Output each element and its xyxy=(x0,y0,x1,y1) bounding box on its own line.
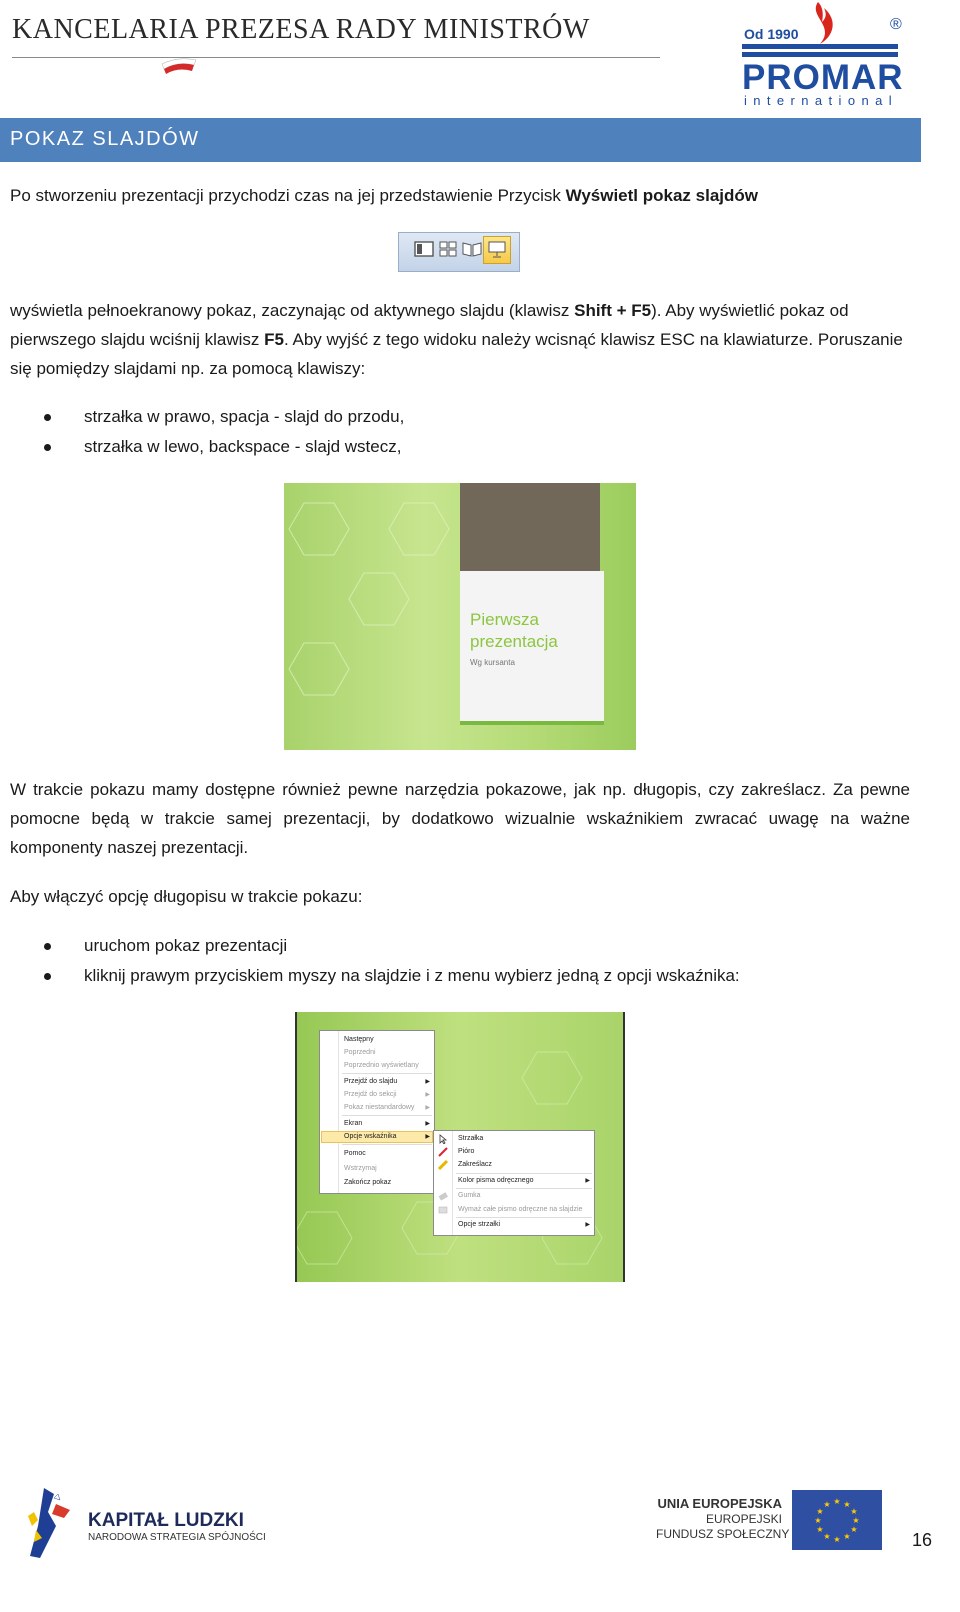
svg-text:★: ★ xyxy=(814,1516,822,1525)
submenu-arrow-icon: ▶ xyxy=(585,1178,590,1184)
pointer-submenu xyxy=(433,1130,595,1236)
svg-text:★: ★ xyxy=(823,1500,831,1509)
menu-item-end-show[interactable]: Zakończ pokaz xyxy=(344,1179,392,1186)
svg-text:★: ★ xyxy=(850,1507,858,1516)
shortcut-shift-f5: Shift + F5 xyxy=(574,301,652,320)
submenu-item-arrow-options[interactable]: Opcje strzałki xyxy=(458,1221,501,1228)
svg-text:★: ★ xyxy=(816,1525,824,1534)
para1-text-2: ). Aby wyświetlić pokaz od pierwszego slajdu wciśnij klawisz xyxy=(10,301,849,349)
svg-text:★: ★ xyxy=(823,1532,831,1541)
slide-top-panel xyxy=(460,483,600,571)
menu-item-custom-show[interactable]: Pokaz niestandardowy xyxy=(344,1104,415,1111)
para1-text-3: . Aby wyjść z tego widoku należy wcisnąć klawisz ESC na klawiaturze. Poruszanie się pomiędzy slajdami np. za pomocą klawiszy: xyxy=(10,330,903,378)
ue-line-3: FUNDUSZ SPOŁECZNY xyxy=(656,1527,790,1541)
menu-item-help[interactable]: Pomoc xyxy=(344,1150,366,1157)
eu-flag-icon xyxy=(792,1490,882,1550)
menu-item-pause[interactable]: Wstrzymaj xyxy=(344,1165,377,1172)
svg-text:★: ★ xyxy=(833,1497,841,1506)
submenu-arrow-icon: ▶ xyxy=(425,1079,430,1085)
submenu-item-ink-color[interactable]: Kolor pisma odręcznego xyxy=(458,1177,534,1184)
registered-mark: ® xyxy=(890,16,902,33)
para1-text-1: wyświetla pełnoekranowy pokaz, zaczynając od aktywnego slajdu (klawisz xyxy=(10,301,575,320)
promar-sub: international xyxy=(744,93,899,108)
submenu-item-highlighter[interactable]: Zakreślacz xyxy=(458,1161,492,1168)
ue-line-1: UNIA EUROPEJSKA xyxy=(657,1496,782,1511)
pen-steps-list xyxy=(44,931,924,991)
menu-gutter xyxy=(338,1031,339,1193)
list-item: strzałka w lewo, backspace - slajd wstecz, xyxy=(44,432,924,462)
menu-divider xyxy=(342,1115,432,1116)
menu-divider xyxy=(456,1173,592,1174)
menu-item-screen[interactable]: Ekran xyxy=(344,1120,363,1127)
menu-item-last-viewed[interactable]: Poprzednio wyświetlany xyxy=(344,1062,419,1069)
slideshow-icon xyxy=(486,239,508,259)
menu-item-label: Przejdź do slajdu xyxy=(344,1078,398,1085)
navigation-keys-list xyxy=(44,402,924,462)
slide-title-line-1: Pierwsza xyxy=(470,610,539,629)
highlighter-icon xyxy=(438,1160,448,1170)
eraser-icon xyxy=(438,1191,448,1201)
list-item: uruchom pokaz prezentacji xyxy=(44,931,924,961)
menu-divider xyxy=(342,1073,432,1074)
menu-item-pointer-options[interactable]: Opcje wskaźnika xyxy=(344,1133,397,1140)
intro-text: Po stworzeniu prezentacji przychodzi czas na jej przedstawienie Przycisk xyxy=(10,186,566,205)
menu-item-go-to-section[interactable]: Przejdź do sekcji xyxy=(344,1091,397,1098)
header-divider xyxy=(12,57,660,58)
slide-sorter-icon xyxy=(437,239,459,259)
promar-name: PROMAR xyxy=(742,58,904,97)
arrow-pointer-icon xyxy=(438,1134,448,1144)
shortcut-f5: F5 xyxy=(264,330,284,349)
submenu-item-pen[interactable]: Pióro xyxy=(458,1148,475,1155)
svg-text:★: ★ xyxy=(850,1525,858,1534)
svg-text:★: ★ xyxy=(852,1516,860,1525)
slide-title-line-2: prezentacja xyxy=(470,632,558,651)
slide-title-card xyxy=(460,571,604,725)
context-menu xyxy=(319,1030,435,1194)
svg-text:★: ★ xyxy=(816,1507,824,1516)
paragraph-pen-intro: Aby włączyć opcję długopisu w trakcie pokazu: xyxy=(10,887,363,906)
svg-text:★: ★ xyxy=(843,1532,851,1541)
svg-text:★: ★ xyxy=(833,1535,841,1544)
kprm-title: KANCELARIA PREZESA RADY MINISTRÓW xyxy=(12,14,590,45)
menu-divider xyxy=(342,1144,432,1145)
pen-icon xyxy=(438,1147,448,1157)
kl-title: KAPITAŁ LUDZKI xyxy=(88,1510,244,1531)
submenu-arrow-icon: ▶ xyxy=(425,1105,430,1111)
kl-subtitle: NARODOWA STRATEGIA SPÓJNOŚCI xyxy=(88,1532,266,1543)
section-title: POKAZ SLAJDÓW xyxy=(10,128,200,150)
menu-item-previous[interactable]: Poprzedni xyxy=(344,1049,376,1056)
paragraph-tools: W trakcie pokazu mamy dostępne również pewne narzędzia pokazowe, jak np. długopis, czy zakreślacz. Za pewne pomocne będą w trakcie samej prezentacji, by dodatkowo wizualnie wskaźnikiem zwracać uwagę na ważne komponenty naszej prezentacji. xyxy=(10,780,910,857)
ue-line-2: EUROPEJSKI xyxy=(705,1512,782,1526)
submenu-item-erase-all[interactable]: Wymaż całe pismo odręczne na slajdzie xyxy=(458,1206,583,1213)
list-item: strzałka w prawo, spacja - slajd do przodu, xyxy=(44,402,924,432)
kapital-ludzki-logo xyxy=(26,1486,266,1562)
slide-title xyxy=(470,609,558,653)
submenu-item-arrow[interactable]: Strzałka xyxy=(458,1135,484,1142)
context-menu-screenshot xyxy=(295,1012,625,1282)
normal-view-icon xyxy=(413,239,435,259)
slide-preview-image xyxy=(284,483,636,750)
slide-subtitle: Wg kursanta xyxy=(470,658,515,667)
reading-view-icon xyxy=(461,239,483,259)
menu-item-next[interactable]: Następny xyxy=(344,1036,374,1043)
poland-flag-icon xyxy=(160,54,208,76)
page-number: 16 xyxy=(912,1530,933,1550)
submenu-arrow-icon: ▶ xyxy=(585,1222,590,1228)
submenu-item-eraser[interactable]: Gumka xyxy=(458,1192,481,1199)
promar-since: Od 1990 xyxy=(744,26,799,42)
menu-divider xyxy=(456,1188,592,1189)
menu-gutter xyxy=(452,1131,453,1235)
list-item: kliknij prawym przyciskiem myszy na slajdzie i z menu wybierz jedną z opcji wskaźnika: xyxy=(44,961,924,991)
submenu-arrow-icon: ▶ xyxy=(425,1092,430,1098)
submenu-arrow-icon: ▶ xyxy=(425,1134,430,1140)
eu-logo xyxy=(656,1488,886,1560)
kapital-ludzki-emblem-icon xyxy=(26,1486,78,1562)
promar-logo xyxy=(738,2,923,110)
intro-paragraph xyxy=(10,181,910,210)
submenu-arrow-icon: ▶ xyxy=(425,1121,430,1127)
menu-item-go-to-slide[interactable] xyxy=(344,1078,397,1085)
intro-bold: Wyświetl pokaz slajdów xyxy=(565,186,758,205)
svg-text:★: ★ xyxy=(843,1500,851,1509)
paragraph-shortcuts xyxy=(10,296,910,383)
menu-divider xyxy=(456,1217,592,1218)
view-toolbar-image xyxy=(398,232,520,272)
erase-all-icon xyxy=(438,1205,448,1215)
